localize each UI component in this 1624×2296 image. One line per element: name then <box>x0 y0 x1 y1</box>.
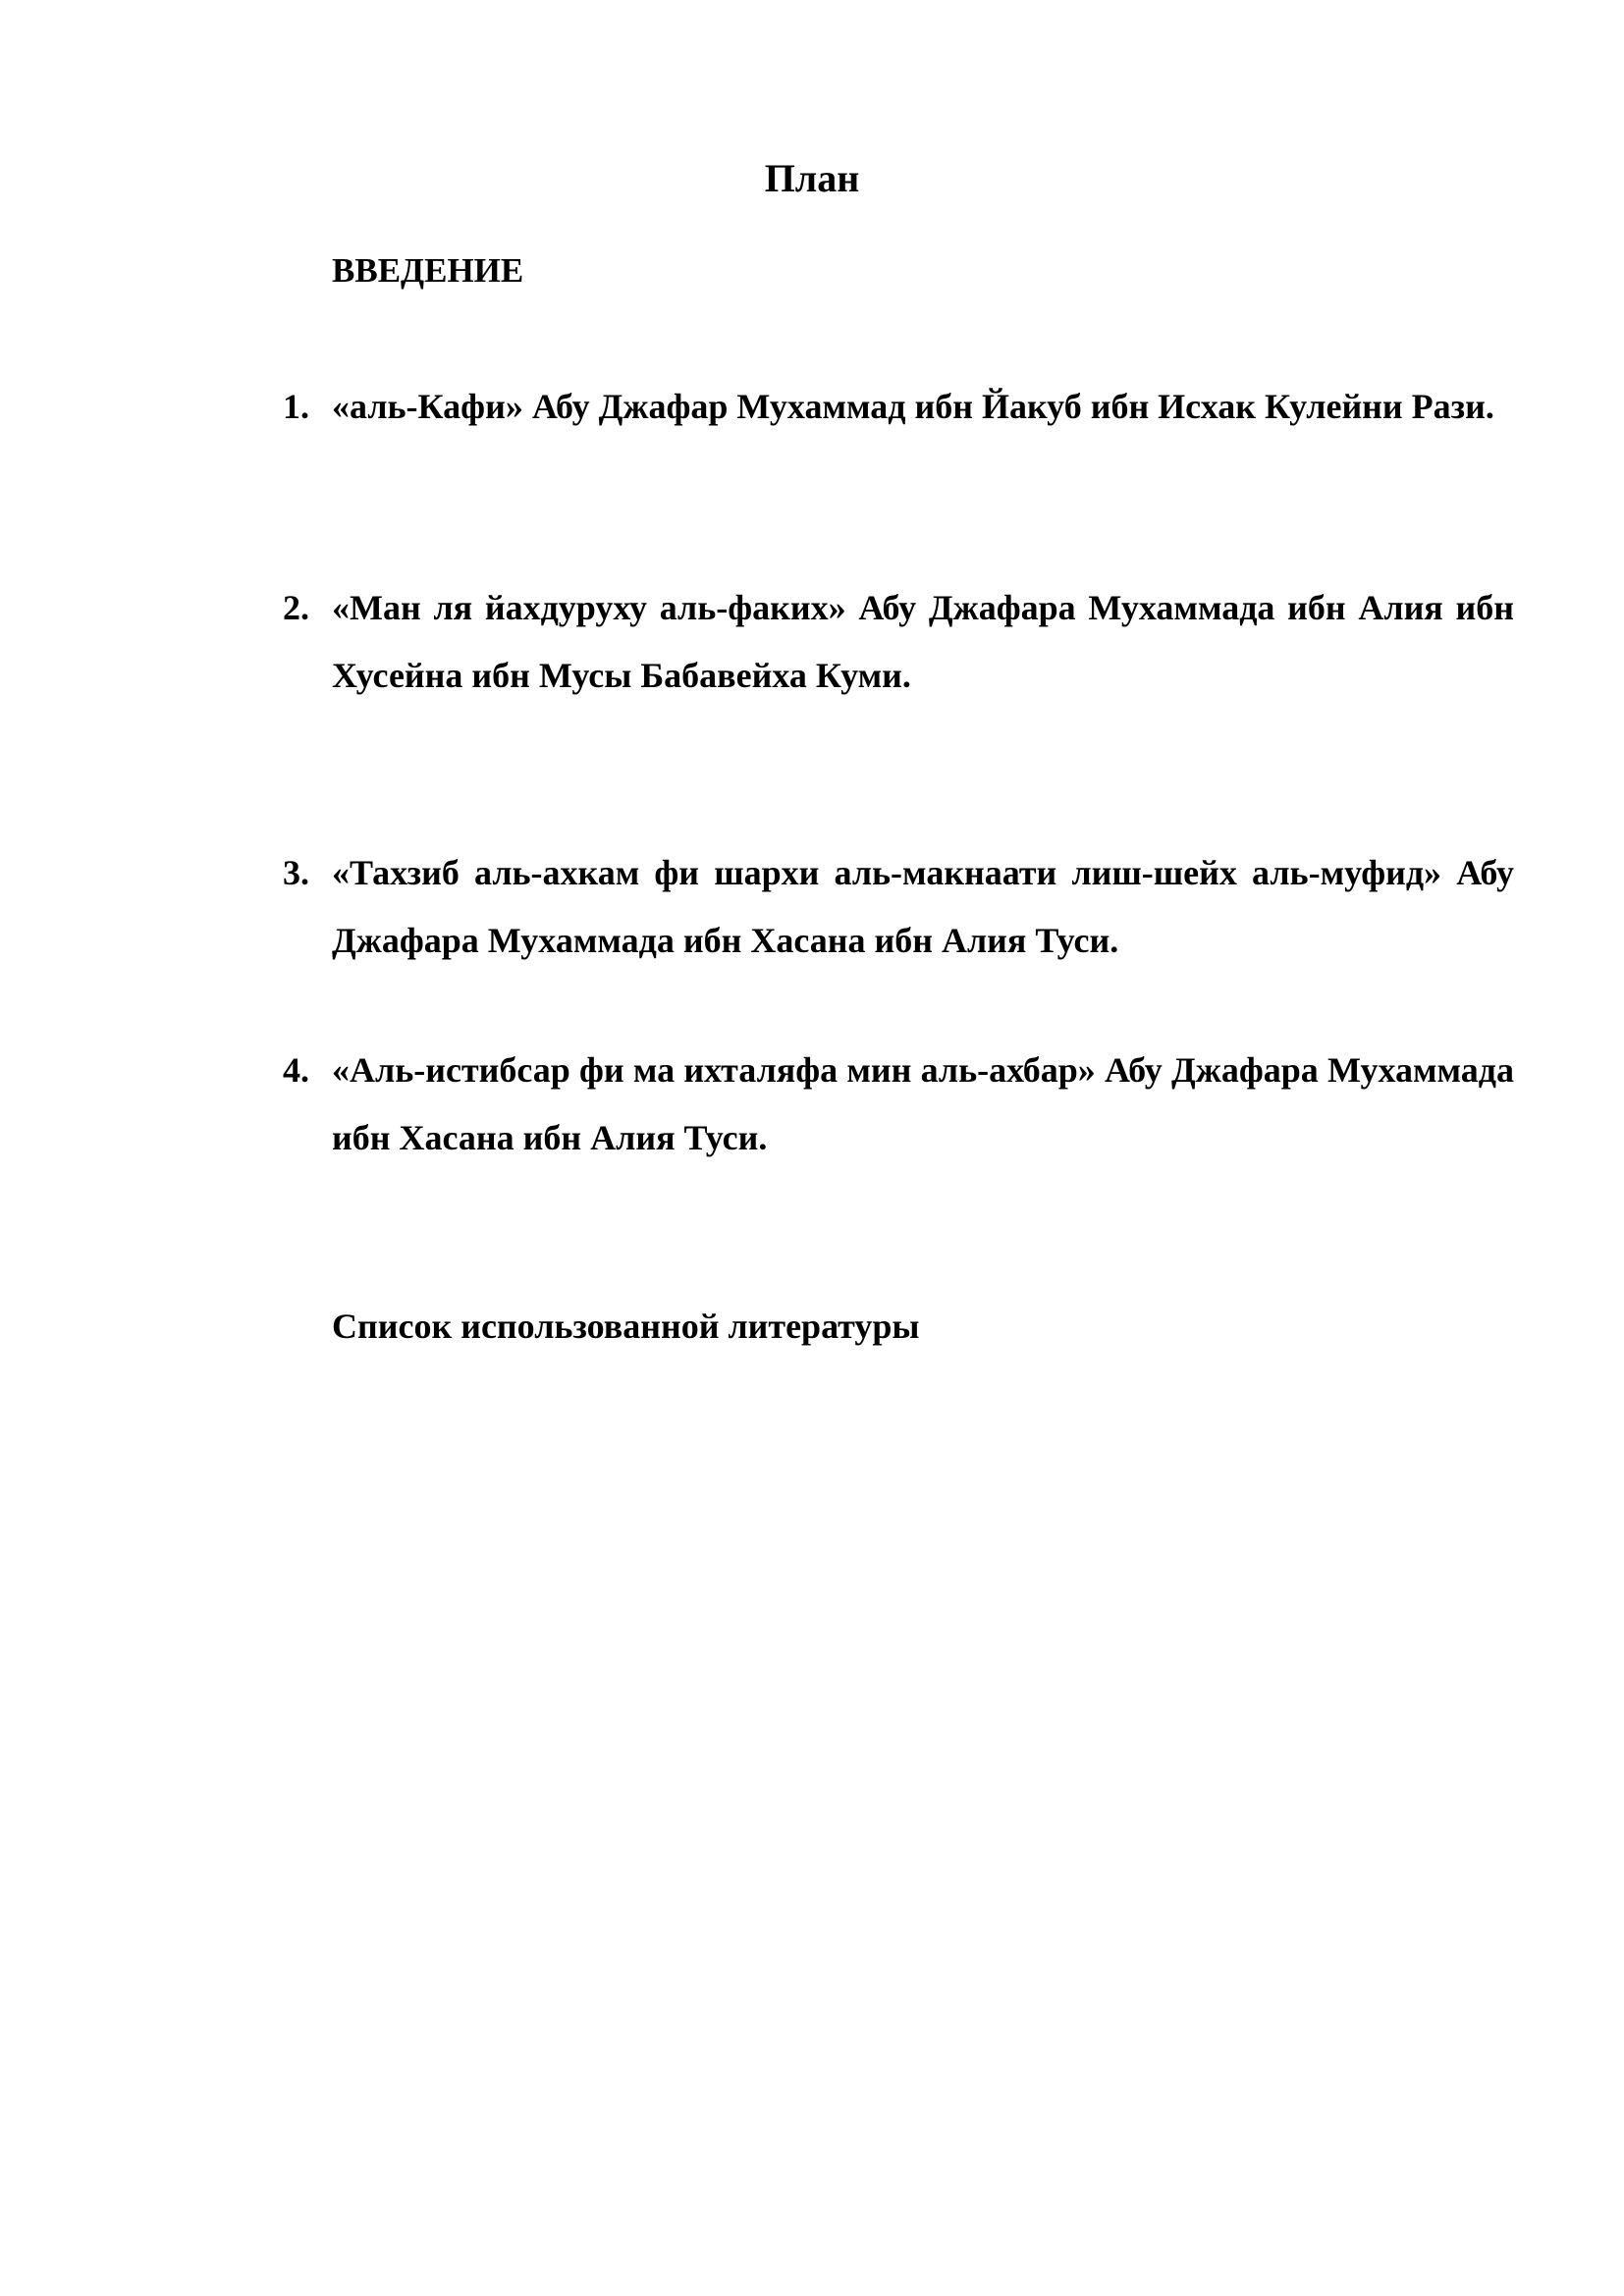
plan-item-number: 3. <box>283 853 309 892</box>
plan-item-3 <box>283 839 1514 975</box>
plan-item-number: 1. <box>283 387 309 426</box>
plan-item-1 <box>283 373 1514 441</box>
plan-item-4 <box>283 1037 1514 1172</box>
plan-item-text: «Аль-истибсар фи ма ихталяфа мин аль-ахбар» Абу Джафара Мухаммада ибн Хасана ибн Алия Туси. <box>332 1050 1514 1157</box>
plan-item-text: «Тахзиб аль-ахкам фи шархи аль-макнаати лиш-шейх аль-муфид» Абу Джафара Мухаммада ибн Хасана ибн Алия Туси. <box>332 853 1514 960</box>
introduction-heading: ВВЕДЕНИЕ <box>332 251 524 290</box>
plan-item-2 <box>283 574 1514 710</box>
plan-item-number: 2. <box>283 588 309 627</box>
bibliography-heading: Список использованной литературы <box>332 1307 920 1346</box>
page-title: План <box>764 156 860 200</box>
plan-item-text: «аль-Кафи» Абу Джафар Мухаммад ибн Йакуб ибн Исхак Кулейни Рази. <box>332 387 1494 426</box>
plan-item-text: «Ман ля йахдуруху аль-факих» Абу Джафара Мухаммада ибн Алия ибн Хусейна ибн Мусы Бабавейха Куми. <box>332 588 1514 695</box>
plan-item-number: 4. <box>283 1050 309 1090</box>
